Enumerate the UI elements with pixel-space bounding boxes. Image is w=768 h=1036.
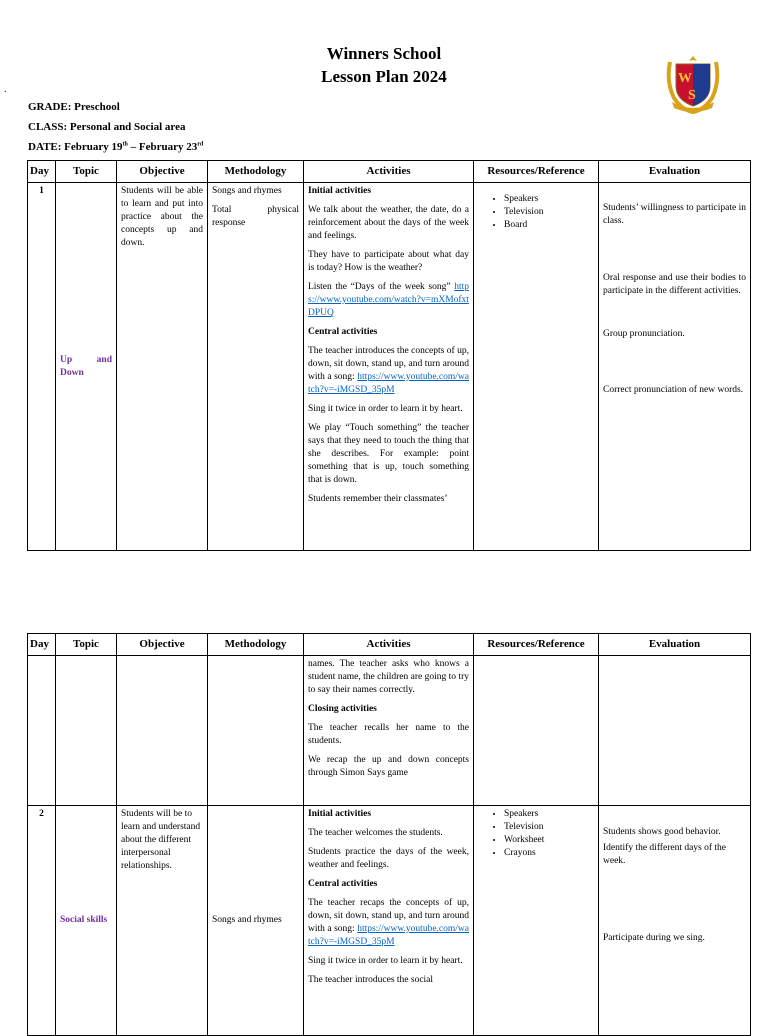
objective-cell: Students will be able to learn and put into practice about the concepts up and down. <box>117 183 208 551</box>
list-item: • Worksheet <box>504 834 594 847</box>
col-activities: Activities <box>304 161 474 183</box>
methodology-cell <box>208 656 304 806</box>
table-row <box>28 806 751 1036</box>
up-down-song-link[interactable]: https://www.youtube.com/watch?v=-iMGSD_35pM <box>308 924 469 947</box>
activities-cell: names. The teacher asks who knows a student name, the children are going to try to say their names correctly. Closing activities The teacher recalls her name to the students. We recap the up and down concepts through Simon Says game <box>304 656 474 806</box>
list-item: • Speakers <box>504 808 594 821</box>
grade-line: GRADE: Preschool <box>28 101 120 113</box>
col-objective: Objective <box>117 161 208 183</box>
objective-cell <box>117 656 208 806</box>
list-item: • Speakers <box>504 193 594 206</box>
col-resources: Resources/Reference <box>474 161 599 183</box>
initial-activities-heading: Initial activities <box>308 186 372 196</box>
svg-text:W: W <box>678 71 692 86</box>
page-title <box>0 42 768 88</box>
topic-cell: Up and Down <box>56 183 117 551</box>
school-name: Winners School <box>326 44 442 63</box>
col-objective: Objective <box>117 634 208 656</box>
activities-cell: Initial activities We talk about the weather, the date, do a reinforcement about the days of the week and feelings. They have to participate about what day is today? How is the weather? Listen the “Days of the week song” https://www.youtube.com/watch?v=mXMofxtDPUQ Central activities The teacher introduces the concepts of up, down, sit down, stand up, and turn around with a song: https://www.youtube.com/watch?v=-iMGSD_35pM Sing it twice in order to learn it by heart. We play “Touch something” the teacher says that they need to touch the thing that she describes. For example: point something that is up, touch something that is down. Students remember their classmates’ <box>304 183 474 551</box>
day-cell: 2 <box>28 806 56 1036</box>
date-line: DATE: February 19th – February 23rd <box>28 141 204 153</box>
central-activities-heading: Central activities <box>308 327 378 337</box>
day-cell <box>28 656 56 806</box>
initial-activities-heading: Initial activities <box>308 809 372 819</box>
activities-cell: Initial activities The teacher welcomes the students. Students practice the days of the week, weather and feelings. Central activities The teacher recaps the concepts of up, down, sit down, stand up, and turn around with a song: https://www.youtube.com/watch?v=-iMGSD_35pM Sing it twice in order to learn it by heart. The teacher introduces the social <box>304 806 474 1036</box>
lesson-table-page-2 <box>27 633 751 1036</box>
class-line: CLASS: Personal and Social area <box>28 121 186 133</box>
col-resources: Resources/Reference <box>474 634 599 656</box>
table-header-row <box>28 634 751 656</box>
methodology-cell: Songs and rhymes Total physical response <box>208 183 304 551</box>
col-activities: Activities <box>304 634 474 656</box>
methodology-cell: Songs and rhymes <box>208 806 304 1036</box>
school-logo <box>664 52 722 114</box>
list-item: • Television <box>504 821 594 834</box>
col-topic: Topic <box>56 634 117 656</box>
list-item: • Board <box>504 219 594 232</box>
day-cell: 1 <box>28 183 56 551</box>
col-topic: Topic <box>56 161 117 183</box>
objective-cell: Students will be to learn and understand about the different interpersonal relationships. <box>117 806 208 1036</box>
resources-list <box>478 808 594 860</box>
col-methodology: Methodology <box>208 161 304 183</box>
evaluation-cell <box>599 656 751 806</box>
school-crest-icon <box>664 52 722 114</box>
topic-cell <box>56 656 117 806</box>
up-down-song-link[interactable]: https://www.youtube.com/watch?v=-iMGSD_35pM <box>308 372 469 395</box>
stray-mark: . <box>4 84 7 95</box>
evaluation-cell: Students shows good behavior. Identify the different days of the week. Participate during we sing. <box>599 806 751 1036</box>
svg-text:S: S <box>688 88 696 103</box>
list-item: • Crayons <box>504 847 594 860</box>
col-day: Day <box>28 634 56 656</box>
table-row <box>28 183 751 551</box>
lesson-table-page-1 <box>27 160 751 551</box>
topic-cell: Social skills <box>56 806 117 1036</box>
col-day: Day <box>28 161 56 183</box>
col-evaluation: Evaluation <box>599 161 751 183</box>
central-activities-heading: Central activities <box>308 879 378 889</box>
col-methodology: Methodology <box>208 634 304 656</box>
evaluation-cell: Students’ willingness to participate in class. Oral response and use their bodies to participate in the different activities. Group pronunciation. Correct pronunciation of new words. <box>599 183 751 551</box>
list-item: • Television <box>504 206 594 219</box>
days-of-week-song-link[interactable]: https://www.youtube.com/watch?v=mXMofxtDPUQ <box>308 282 470 318</box>
lesson-plan-title: Lesson Plan 2024 <box>321 67 447 86</box>
col-evaluation: Evaluation <box>599 634 751 656</box>
closing-activities-heading: Closing activities <box>308 704 377 714</box>
resources-list <box>478 193 594 232</box>
table-row <box>28 656 751 806</box>
table-header-row <box>28 161 751 183</box>
resources-cell <box>474 183 599 551</box>
resources-cell <box>474 806 599 1036</box>
resources-cell <box>474 656 599 806</box>
